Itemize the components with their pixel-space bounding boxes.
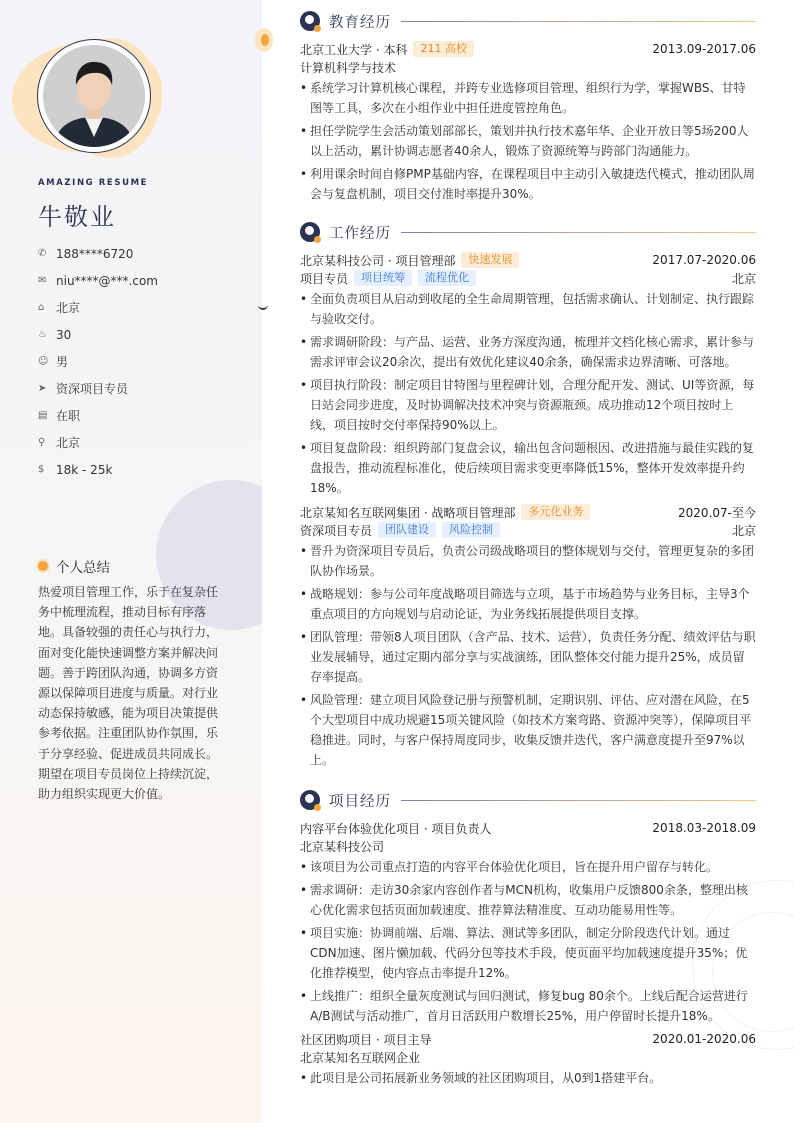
- list-item: • 全面负责项目从启动到收尾的全生命周期管理，包括需求确认、计划制定、执行跟踪与验收交付。: [300, 289, 756, 329]
- list-item: • 需求调研阶段：与产品、运营、业务方深度沟通，梳理并文档化核心需求，累计参与需求评审会议20余次，提出有效优化建议40余条，确保需求边界清晰、可落地。: [300, 332, 756, 372]
- company-tag: 多元化业务: [521, 504, 590, 520]
- info-status: [38, 402, 158, 429]
- contact-info-list: [38, 240, 158, 483]
- list-item: • 担任学院学生会活动策划部部长，策划并执行技术嘉年华、企业开放日等5场200人以上活动，累计协调志愿者40余人，锻炼了资源统筹与跨部门沟通能力。: [300, 121, 756, 161]
- info-position-text: 资深项目专员: [56, 382, 129, 396]
- list-item: • 战略规划：参与公司年度战略项目筛选与立项，基于市场趋势与业务目标，主导3个重点项目的方向规划与启动论证，为业务线拓展提供项目支撑。: [300, 584, 756, 624]
- job-role: 项目专员: [300, 271, 349, 286]
- person-photo: [43, 45, 145, 147]
- section-icon: [300, 11, 320, 31]
- company-name: 北京某科技公司 · 项目管理部: [300, 253, 456, 268]
- major: 计算机科学与技术: [300, 60, 397, 75]
- education-section-header: [300, 10, 756, 32]
- projects-section-header: [300, 789, 756, 811]
- summary-text: 热爱项目管理工作，乐于在复杂任务中梳理流程，推动目标有序落地。具备较强的责任心与执行力，面对变化能快速调整方案并解决问题。善于跨团队沟通，协调多方资源以保障项目进度与质量。对行业动态保持敏感，能为项目决策提供参考依据。注重团队协作氛围，乐于分享经验、促进成员共同成长。期望在项目专员岗位上持续沉淀，助力组织实现更大价值。: [38, 585, 219, 802]
- education-date: 2013.09-2017.06: [652, 42, 756, 56]
- company-name: 北京某知名互联网集团 · 战略项目管理部: [300, 505, 516, 520]
- company-tag: 快速发展: [461, 252, 519, 268]
- info-age: [38, 321, 158, 348]
- location-icon: ⚲: [38, 437, 46, 448]
- job-city: 北京: [731, 523, 756, 538]
- job-date: 2020.07-至今: [678, 505, 756, 520]
- list-item: • 项目复盘阶段：组织跨部门复盘会议，输出包含问题根因、改进措施与最佳实践的复盘报告，推动流程标准化，使后续项目需求变更率降低15%，整体开发效率提升约18%。: [300, 438, 756, 498]
- section-icon: [300, 790, 320, 810]
- role-tag: 项目统筹: [354, 270, 412, 286]
- list-item: • 该项目为公司重点打造的内容平台体验优化项目，旨在提升用户留存与转化。: [300, 857, 756, 877]
- info-age-text: 30: [56, 327, 72, 342]
- info-city-text: 北京: [56, 436, 81, 450]
- project-org: 北京某科技公司: [300, 839, 385, 854]
- role-tag: 团队建设: [378, 522, 436, 538]
- list-item: • 系统学习计算机核心课程，并跨专业选修项目管理、组织行为学，掌握WBS、甘特图等工具，多次在小组作业中担任进度管控角色。: [300, 78, 756, 118]
- section-icon: [300, 222, 320, 242]
- job-entry: [300, 251, 756, 501]
- bullet-dot-icon: [38, 561, 48, 571]
- decorative-arc: [258, 296, 268, 310]
- job-bullets: [300, 289, 756, 498]
- job-role: 资深项目专员: [300, 523, 373, 538]
- home-icon: ⌂: [38, 302, 45, 313]
- project-bullets: [300, 1068, 756, 1088]
- list-item: • 上线推广：组织全量灰度测试与回归测试，修复bug 80余个。上线后配合运营进行A/B测试与活动推广，首月日活跃用户数增长25%，用户停留时长提升18%。: [300, 986, 756, 1026]
- section-title: 教育经历: [329, 14, 391, 31]
- list-item: • 项目执行阶段：制定项目甘特图与里程碑计划，合理分配开发、测试、UI等资源，每日站会同步进度，及时协调解决技术冲突与资源瓶颈。成功推动12个项目按时上线，项目按时交付率保持90%以上。: [300, 375, 756, 435]
- role-tag: 风险控制: [442, 522, 500, 538]
- list-item: • 晋升为资深项目专员后，负责公司级战略项目的整体规划与交付，管理更复杂的多团队协作场景。: [300, 541, 756, 581]
- section-title: 工作经历: [329, 225, 391, 242]
- info-position: [38, 375, 158, 402]
- mail-icon: ✉: [38, 275, 47, 286]
- project-bullets: [300, 857, 756, 1026]
- project-org: 北京某知名互联网企业: [300, 1050, 421, 1065]
- project-date: 2020.01-2020.06: [652, 1032, 756, 1046]
- job-city: 北京: [731, 271, 756, 286]
- info-email-text: niu****@***.com: [56, 273, 158, 288]
- info-phone: [38, 240, 158, 267]
- role-tag: 流程优化: [418, 270, 476, 286]
- decorative-dot: [255, 28, 273, 52]
- section-divider: [401, 800, 756, 801]
- list-item: • 此项目是公司拓展新业务领域的社区团购项目，从0到1搭建平台。: [300, 1068, 756, 1088]
- info-salary: [38, 456, 158, 483]
- resume-tagline: AMAZING RESUME: [38, 178, 149, 188]
- list-item: • 利用课余时间自修PMP基础内容，在课程项目中主动引入敏捷迭代模式，推动团队周会与复盘机制，项目交付准时率提升30%。: [300, 164, 756, 204]
- list-item: • 风险管理：建立项目风险登记册与预警机制，定期识别、评估、应对潜在风险，在5个大型项目中成功规避15项关键风险（如技术方案弯路、资源冲突等），保障项目平稳推进。同时，与客户保持周度同步，收集反馈并迭代，客户满意度提升至97%以上。: [300, 690, 756, 770]
- gender-icon: ☺: [38, 356, 49, 367]
- project-entry: [300, 819, 756, 1029]
- briefcase-icon: ▤: [38, 410, 48, 421]
- candidate-name: 牛敬业: [38, 203, 116, 231]
- send-icon: ➤: [38, 383, 47, 394]
- phone-icon: ✆: [38, 248, 47, 259]
- summary-heading: [38, 556, 110, 576]
- project-name: 内容平台体验优化项目 · 项目负责人: [300, 821, 492, 836]
- project-entry: [300, 1030, 756, 1091]
- education-bullets: [300, 78, 756, 204]
- summary-title: 个人总结: [56, 560, 110, 576]
- school-name: 北京工业大学 · 本科: [300, 42, 408, 57]
- avatar: [43, 45, 145, 147]
- school-tag: 211 高校: [413, 41, 474, 57]
- education-entry: [300, 40, 756, 207]
- list-item: • 需求调研：走访30余家内容创作者与MCN机构，收集用户反馈800余条，整理出核心优化需求包括页面加载速度、推荐算法精准度、互动功能易用性等。: [300, 880, 756, 920]
- info-status-text: 在职: [56, 409, 81, 423]
- money-icon: $: [38, 464, 45, 475]
- info-email: [38, 267, 158, 294]
- info-salary-text: 18k - 25k: [56, 462, 113, 477]
- cake-icon: ♨: [38, 329, 47, 340]
- section-divider: [401, 232, 756, 233]
- job-date: 2017.07-2020.06: [652, 253, 756, 267]
- section-divider: [401, 21, 756, 22]
- info-gender: [38, 348, 158, 375]
- info-residence-text: 北京: [56, 301, 81, 315]
- work-section-header: [300, 221, 756, 243]
- info-phone-text: 188****6720: [56, 246, 134, 261]
- info-gender-text: 男: [56, 355, 69, 369]
- project-date: 2018.03-2018.09: [652, 821, 756, 835]
- list-item: • 团队管理：带领8人项目团队（含产品、技术、运营），负责任务分配、绩效评估与职业发展辅导，通过定期内部分享与实战演练，团队整体交付能力提升25%，成员留存率提高。: [300, 627, 756, 687]
- list-item: • 项目实施：协调前端、后端、算法、测试等多团队，制定分阶段迭代计划。通过CDN加速、图片懒加载、代码分包等技术手段，使页面平均加载速度提升35%；优化推荐模型，使内容点击率提升12%。: [300, 923, 756, 983]
- job-entry: [300, 503, 756, 773]
- job-bullets: [300, 541, 756, 770]
- info-city: [38, 429, 158, 456]
- sidebar: [0, 0, 262, 1123]
- project-name: 社区团购项目 · 项目主导: [300, 1032, 432, 1047]
- section-title: 项目经历: [329, 793, 391, 810]
- info-residence: [38, 294, 158, 321]
